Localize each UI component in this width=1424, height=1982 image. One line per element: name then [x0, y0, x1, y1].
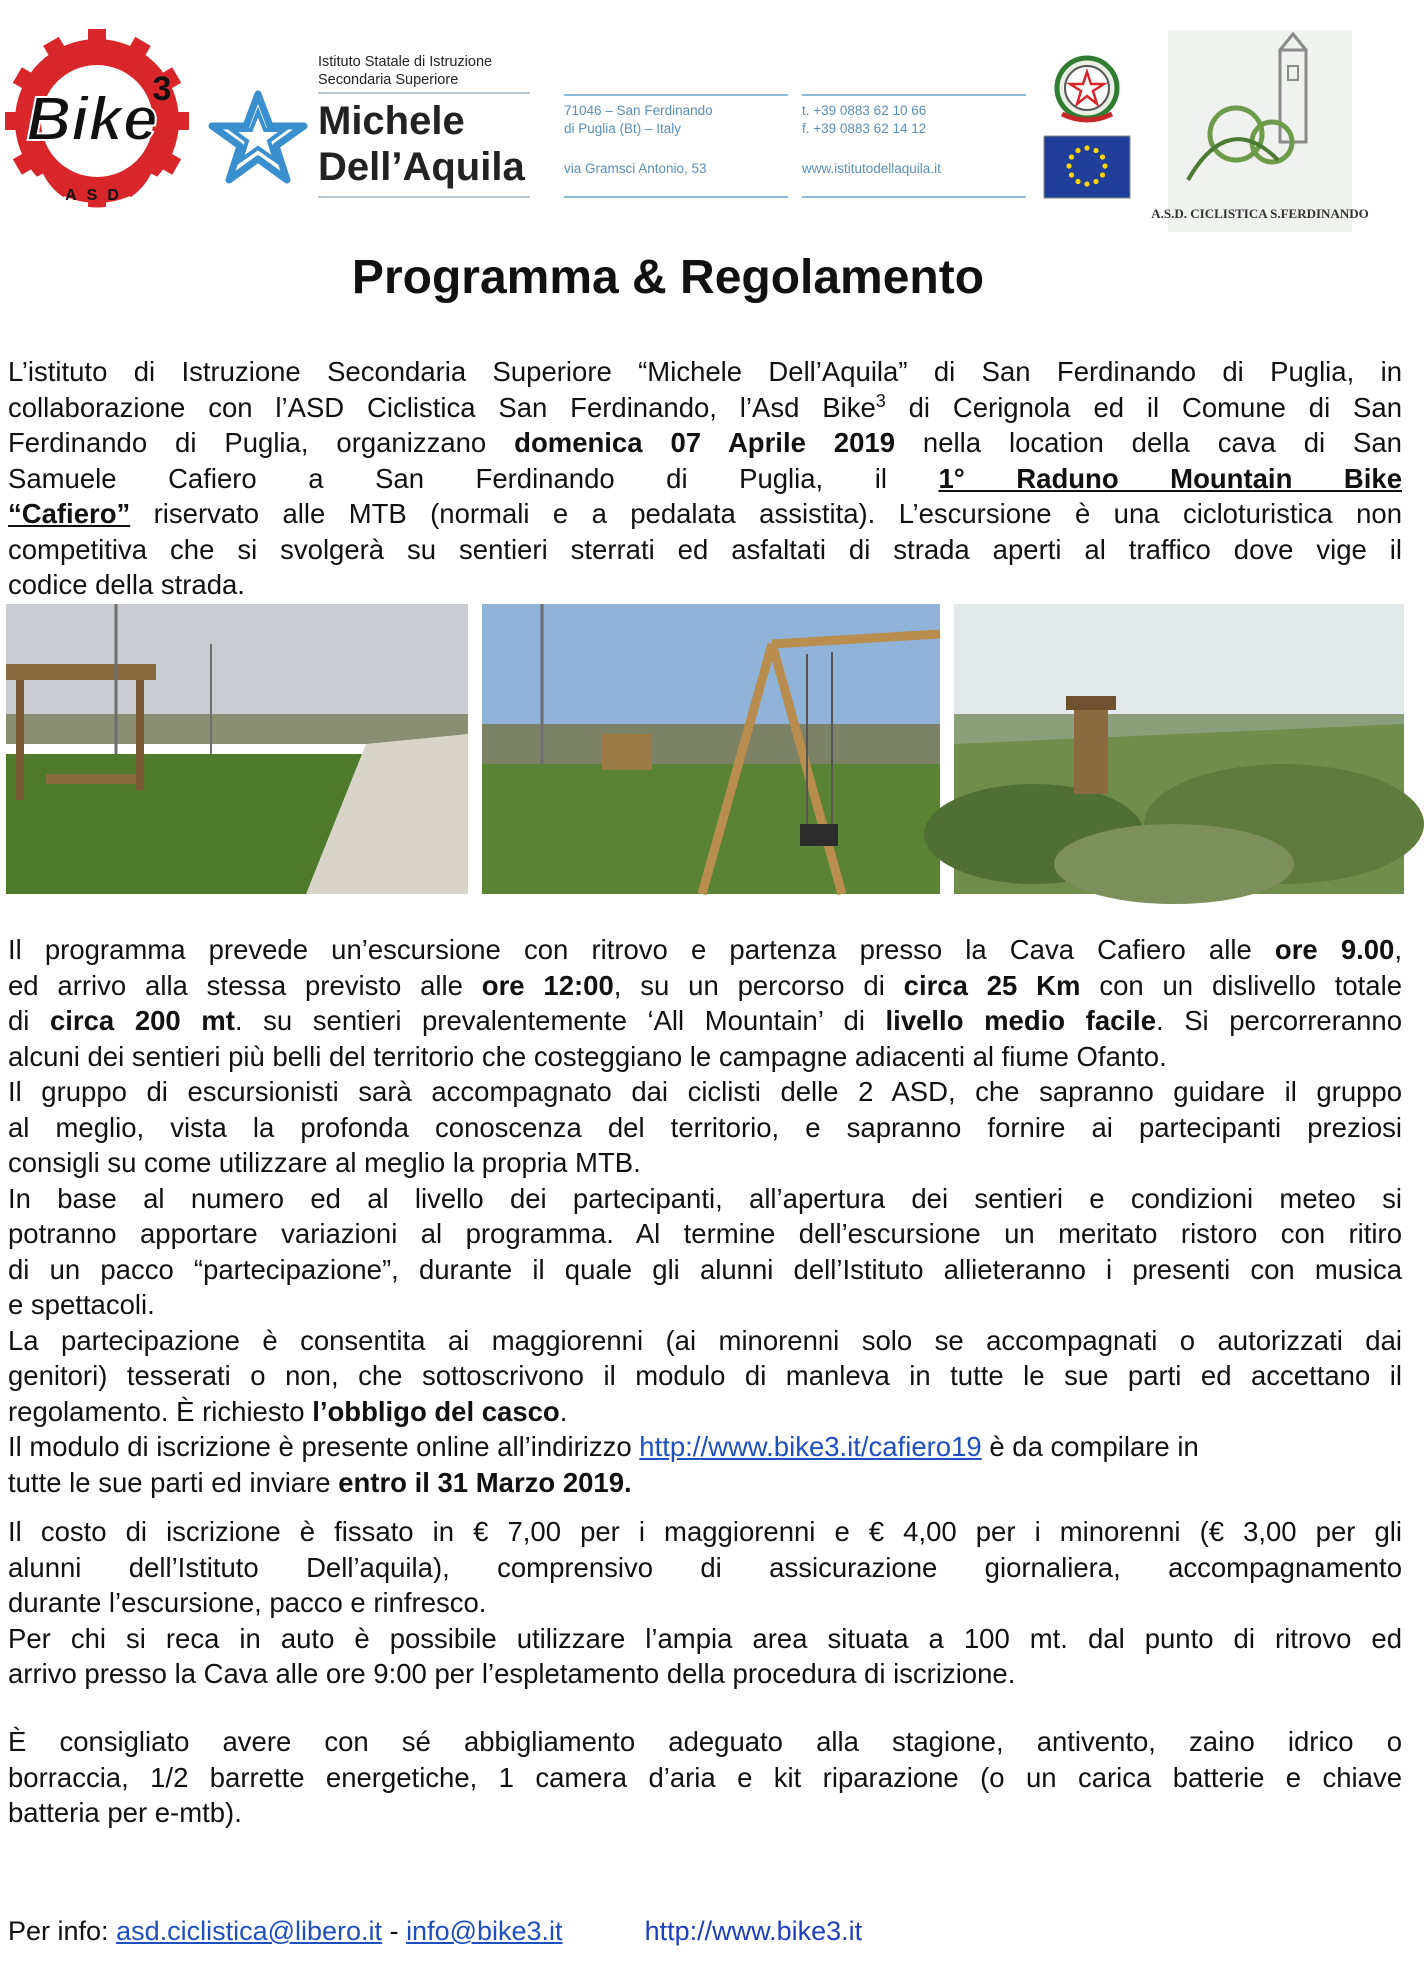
school-line1: Istituto Statale di Istruzione: [318, 54, 493, 70]
cost-line: Il costo di iscrizione è fissato in € 7,00 per i maggiorenni e € 4,00 per i minorenni (€ 3,00 per gli: [8, 1516, 1402, 1547]
program-line: Il gruppo di escursionisti sarà accompagnato dai ciclisti delle 2 ASD, che sapranno guidare il gruppo: [8, 1076, 1402, 1107]
school-web: www.istitutodellaquila.it: [802, 161, 941, 176]
intro-line: L’istituto di Istruzione Secondaria Superiore “Michele Dell’Aquila” di San Ferdinando di Puglia, in: [8, 356, 1402, 387]
divider: [318, 92, 530, 94]
advice-line: È consigliato avere con sé abbigliamento adeguato alla stagione, antivento, zaino idrico o: [8, 1726, 1402, 1757]
advice-section: [8, 1724, 1402, 1831]
footer-label: Per info:: [8, 1916, 117, 1946]
elevation-gain: circa 200 mt: [50, 1005, 235, 1036]
cost-line: Per chi si reca in auto è possibile utilizzare l’ampia area situata a 100 mt. dal punto di ritrovo ed: [8, 1622, 1402, 1654]
emblems: [1040, 48, 1134, 204]
start-time: ore 9.00: [1274, 934, 1395, 965]
cost-line: alunni dell’Istituto Dell’aquila), comprensivo di assicurazione giornaliera, accompagnamento: [8, 1551, 1402, 1583]
bike3-logo-text: Bike: [26, 85, 158, 154]
school-line2: Secondaria Superiore: [318, 72, 459, 88]
asd-ciclistica-logo: [1151, 30, 1369, 232]
eu-flag-icon: [1044, 136, 1130, 198]
event-name: 1° Raduno Mountain Bike: [938, 462, 1402, 494]
cost-section: [8, 1514, 1402, 1692]
school-name-2: Dell’Aquila: [318, 145, 525, 189]
registration-link[interactable]: http://www.bike3.it/cafiero19: [639, 1431, 982, 1462]
cost-line: durante l’escursione, pacco e rinfresco.: [8, 1587, 487, 1618]
divider: [802, 94, 1026, 96]
divider: [318, 196, 530, 198]
advice-line: borraccia, 1/2 barrette energetiche, 1 camera d’aria e kit riparazione (o un carica batterie e chiave: [8, 1761, 1402, 1793]
school-letterhead: [208, 52, 1026, 202]
program-line: e spettacoli.: [8, 1289, 155, 1320]
website-link[interactable]: http://www.bike3.it: [644, 1916, 863, 1946]
email-link-bike3[interactable]: info@bike3.it: [406, 1916, 563, 1946]
program-line: La partecipazione è consentita ai maggiorenni (ai minorenni solo se accompagnati o autorizzati dai: [8, 1324, 1402, 1356]
bike3-logo-sub: ASD: [65, 187, 129, 204]
program-line: potranno apportare variazioni al programma. Al termine dell’escursione un meritato ristoro con ritiro: [8, 1218, 1402, 1249]
bike3-logo: [4, 28, 190, 214]
route-length: circa 25 Km: [903, 969, 1081, 1001]
school-addr1: 71046 – San Ferdinando: [564, 103, 713, 118]
intro-line: codice della strada.: [8, 569, 245, 600]
intro-line: Ferdinando di Puglia, organizzano domenica 07 Aprile 2019 nella location della cava di San: [8, 427, 1402, 458]
program-line: Il programma prevede un’escursione con ritrovo e partenza presso la Cava Cafiero alle ore 9.00,: [8, 934, 1402, 965]
footer-separator: -: [382, 1916, 407, 1946]
page-title: Programma & Regolamento: [351, 251, 985, 304]
bike3-logo-sup: 3: [152, 70, 172, 108]
divider: [564, 196, 788, 198]
advice-line: batteria per e-mtb).: [8, 1797, 242, 1828]
event-name-cafiero: “Cafiero”: [8, 498, 131, 529]
intro-line: competitiva che si svolgerà su sentieri sterrati ed asfaltati di strada aperti al traffico dove vige il: [8, 533, 1402, 565]
school-addr3: via Gramsci Antonio, 53: [564, 161, 707, 176]
program-line: alcuni dei sentieri più belli del territorio che costeggiano le campagne adiacenti al fiume Ofanto.: [8, 1040, 1167, 1072]
program-line: tutte le sue parti ed inviare entro il 31 Marzo 2019.: [8, 1466, 632, 1498]
intro-line: collaborazione con l’ASD Ciclistica San Ferdinando, l’Asd Bike$^3$ di Cerignola ed il Comune di San: [8, 390, 1402, 423]
program-line: regolamento. È richiesto l’obbligo del casco.: [8, 1395, 568, 1427]
italy-emblem-icon: [1057, 58, 1117, 120]
registration-deadline: entro il 31 Marzo 2019.: [338, 1466, 632, 1498]
divider: [564, 94, 788, 96]
arrival-time: ore 12:00: [481, 969, 614, 1001]
event-date: domenica 07 Aprile 2019: [514, 427, 895, 458]
photo-picnic-area: [6, 604, 468, 894]
intro-line: “Cafiero” riservato alle MTB (normali e a pedalata assistita). L’escursione è una cicloturistica non: [8, 498, 1402, 529]
program-line: consigli su come utilizzare al meglio la propria MTB.: [8, 1147, 641, 1178]
school-fax: f. +39 0883 62 14 12: [802, 121, 927, 136]
cost-line: arrivo presso la Cava alle ore 9:00 per l’espletamento della procedura di iscrizione.: [8, 1658, 1016, 1689]
school-name-1: Michele: [318, 99, 465, 143]
program-line: di circa 200 mt. su sentieri prevalentemente ‘All Mountain’ di livello medio facile. Si percorreranno: [8, 1005, 1402, 1036]
photo-quarry-tower: [954, 604, 1404, 894]
school-tel: t. +39 0883 62 10 66: [802, 103, 927, 118]
difficulty-level: livello medio facile: [885, 1005, 1156, 1036]
school-addr2: di Puglia (Bt) – Italy: [564, 121, 682, 136]
photo-playground: [482, 604, 940, 894]
program-line: ed arrivo alla stessa previsto alle ore 12:00, su un percorso di circa 25 Km con un dislivello totale: [8, 969, 1402, 1001]
asd-ciclistica-logo-text: A.S.D. CICLISTICA S.FERDINANDO: [1151, 206, 1369, 221]
program-line: al meglio, vista la profonda conoscenza del territorio, e sapranno fornire ai partecipanti preziosi: [8, 1111, 1402, 1143]
footer-contacts: [8, 1914, 862, 1948]
helmet-requirement: l’obbligo del casco: [312, 1395, 560, 1427]
program-line: Il modulo di iscrizione è presente online all’indirizzo http://www.bike3.it/cafiero19 è da compilare in: [8, 1431, 1199, 1462]
email-link-ciclistica[interactable]: asd.ciclistica@libero.it: [116, 1916, 383, 1946]
program-section: [8, 932, 1402, 1500]
program-line: In base al numero ed al livello dei partecipanti, all’apertura dei sentieri e condizioni meteo si: [8, 1182, 1402, 1214]
school-star-logo: [208, 88, 308, 188]
intro-line: Samuele Cafiero a San Ferdinando di Puglia, il 1° Raduno Mountain Bike: [8, 462, 1402, 494]
intro-paragraph: [8, 354, 1402, 603]
program-line: genitori) tesserati o non, che sottoscrivono il modulo di manleva in tutte le sue parti ed accettano il: [8, 1360, 1402, 1391]
divider: [802, 196, 1026, 198]
program-line: di un pacco “partecipazione”, durante il quale gli alunni dell’Istituto allieteranno i presenti con musica: [8, 1253, 1402, 1285]
